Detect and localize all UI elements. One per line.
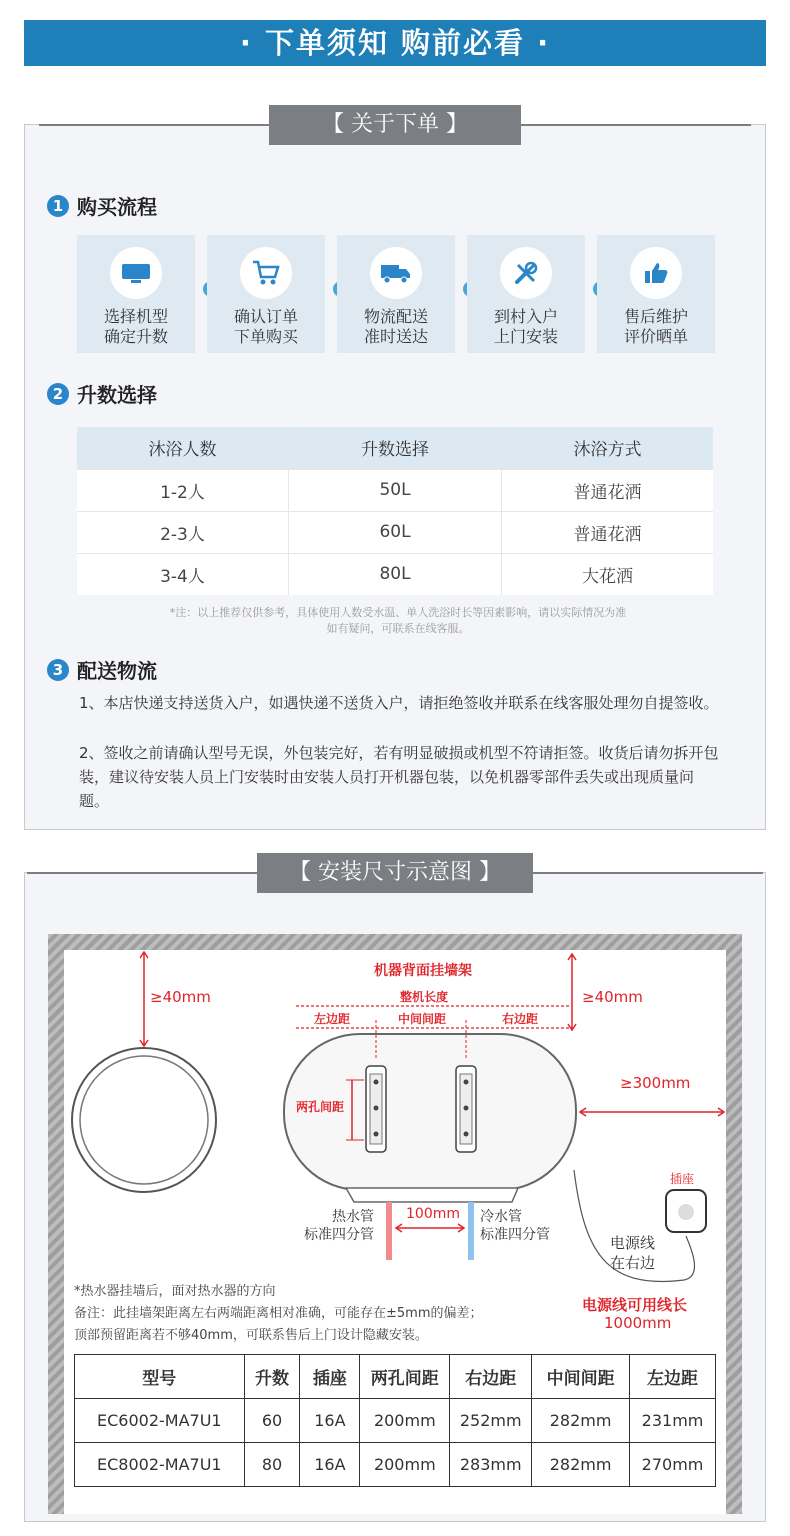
wall-hatch-top bbox=[48, 934, 742, 950]
label-right-clearance: ≥300mm bbox=[620, 1074, 691, 1092]
label-hot-pipe-spec: 标准四分管 bbox=[304, 1227, 374, 1243]
label-hole-distance: 两孔间距 bbox=[296, 1100, 345, 1114]
table-header: 两孔间距 bbox=[360, 1355, 450, 1399]
step-label-2: 下单购买 bbox=[233, 327, 298, 346]
truck-icon bbox=[370, 247, 422, 299]
table-cell: 252mm bbox=[450, 1399, 532, 1443]
table-header: 中间间距 bbox=[532, 1355, 630, 1399]
table-cell: 3-4人 bbox=[77, 553, 288, 595]
flow-step-after-sales bbox=[597, 235, 715, 353]
table-cell: 大花洒 bbox=[502, 553, 714, 595]
table-cell: 200mm bbox=[360, 1443, 450, 1487]
table-header: 沐浴人数 bbox=[77, 427, 288, 469]
step-label-1: 选择机型 bbox=[103, 307, 168, 326]
label-wall-bracket: 机器背面挂墙架 bbox=[374, 963, 472, 979]
model-spec-table bbox=[74, 1354, 716, 1487]
table-row bbox=[77, 553, 713, 595]
label-cord-length-value: 1000mm bbox=[604, 1314, 672, 1332]
table-cell: 270mm bbox=[630, 1443, 716, 1487]
table-cell: 60 bbox=[244, 1399, 300, 1443]
section-title: 升数选择 bbox=[77, 383, 157, 407]
table-cell: 16A bbox=[300, 1399, 360, 1443]
section-title: 购买流程 bbox=[77, 195, 157, 219]
label-cold-pipe-spec: 标准四分管 bbox=[480, 1227, 550, 1243]
section-number: 1 bbox=[47, 195, 69, 217]
page-banner: · 下单须知 购前必看 · bbox=[24, 20, 766, 66]
table-cell: 200mm bbox=[360, 1399, 450, 1443]
table-cell: EC8002-MA7U1 bbox=[75, 1443, 245, 1487]
order-info-panel bbox=[24, 112, 766, 830]
cart-icon bbox=[240, 247, 292, 299]
label-power-cord: 电源线 bbox=[610, 1234, 656, 1252]
section-number: 2 bbox=[47, 383, 69, 405]
table-header: 升数 bbox=[244, 1355, 300, 1399]
table-cell: 1-2人 bbox=[77, 469, 288, 511]
label-cold-pipe: 冷水管 bbox=[480, 1209, 522, 1225]
table-header: 左边距 bbox=[630, 1355, 716, 1399]
section-heading-purchase-flow bbox=[47, 191, 157, 220]
label-power-cord-side: 在右边 bbox=[610, 1254, 656, 1272]
wall-hatch-right bbox=[726, 934, 742, 1514]
table-row bbox=[77, 469, 713, 511]
table-cell: 普通花洒 bbox=[502, 469, 714, 511]
section-heading-capacity bbox=[47, 379, 157, 408]
note-line: 如有疑问，可联系在线客服。 bbox=[326, 622, 470, 635]
capacity-note bbox=[113, 605, 683, 637]
table-cell: 50L bbox=[288, 469, 501, 511]
table-cell: 80L bbox=[288, 553, 501, 595]
step-label-2: 确定升数 bbox=[103, 327, 168, 346]
delivery-paragraph-1: 1、本店快递支持送货入户，如遇快递不送货入户，请拒绝签收并联系在线客服处理勿自提签收。 bbox=[79, 694, 719, 712]
label-right-distance: 右边距 bbox=[502, 1012, 539, 1026]
flow-step-choose-model bbox=[77, 235, 195, 353]
diagram-note-3: 顶部预留距离若不够40mm，可联系售后上门设计隐藏安装。 bbox=[74, 1328, 428, 1343]
table-row bbox=[75, 1443, 716, 1487]
label-hot-pipe: 热水管 bbox=[332, 1209, 374, 1225]
table-header: 沐浴方式 bbox=[502, 427, 714, 469]
panel-title-order: 【 关于下单 】 bbox=[269, 105, 521, 145]
step-label-1: 确认订单 bbox=[233, 307, 298, 326]
table-cell: 282mm bbox=[532, 1443, 630, 1487]
label-pipe-gap: 100mm bbox=[406, 1206, 460, 1222]
section-title: 配送物流 bbox=[77, 659, 157, 683]
label-top-clearance-right: ≥40mm bbox=[582, 988, 643, 1006]
capacity-table bbox=[77, 427, 713, 595]
wall-hatch-left bbox=[48, 934, 64, 1514]
label-left-distance: 左边距 bbox=[314, 1012, 351, 1026]
label-cord-length: 电源线可用线长 bbox=[582, 1296, 688, 1314]
purchase-flow bbox=[77, 235, 717, 353]
table-header-row bbox=[75, 1355, 716, 1399]
table-header: 插座 bbox=[300, 1355, 360, 1399]
step-label-2: 评价晒单 bbox=[623, 327, 688, 346]
table-cell: 16A bbox=[300, 1443, 360, 1487]
table-cell: 283mm bbox=[450, 1443, 532, 1487]
table-header: 升数选择 bbox=[288, 427, 501, 469]
diagram-note-2: 备注：此挂墙架距离左右两端距离相对准确，可能存在±5mm的偏差； bbox=[74, 1306, 483, 1321]
label-top-clearance-left: ≥40mm bbox=[150, 988, 211, 1006]
table-cell: 2-3人 bbox=[77, 511, 288, 553]
step-label-2: 准时送达 bbox=[363, 327, 428, 346]
label-total-length: 整机长度 bbox=[400, 990, 449, 1004]
delivery-paragraph-2: 2、签收之前请确认型号无误，外包装完好，若有明显破损或机型不符请拒签。收货后请勿拆开包装，建议待安装人员上门安装时由安装人员打开机器包装，以免机器零部件丢失或出现质量问题。 bbox=[79, 744, 719, 810]
note-line: *注：以上推荐仅供参考，具体使用人数受水温、单人洗浴时长等因素影响，请以实际情况为准 bbox=[169, 606, 627, 619]
step-label-1: 售后维护 bbox=[623, 307, 688, 326]
table-header: 型号 bbox=[75, 1355, 245, 1399]
flow-step-confirm-order bbox=[207, 235, 325, 353]
table-cell: 普通花洒 bbox=[502, 511, 714, 553]
flow-step-installation bbox=[467, 235, 585, 353]
table-header: 右边距 bbox=[450, 1355, 532, 1399]
flow-step-delivery bbox=[337, 235, 455, 353]
label-middle-distance: 中间间距 bbox=[398, 1012, 447, 1026]
tv-icon bbox=[110, 247, 162, 299]
table-row bbox=[75, 1399, 716, 1443]
table-header-row bbox=[77, 427, 713, 469]
tools-icon bbox=[500, 247, 552, 299]
panel-title-installation: 【 安装尺寸示意图 】 bbox=[257, 853, 533, 893]
step-label-2: 上门安装 bbox=[493, 327, 558, 346]
step-label-1: 物流配送 bbox=[363, 307, 428, 326]
table-cell: 282mm bbox=[532, 1399, 630, 1443]
table-cell: EC6002-MA7U1 bbox=[75, 1399, 245, 1443]
thumbs-up-icon bbox=[630, 247, 682, 299]
table-cell: 231mm bbox=[630, 1399, 716, 1443]
table-cell: 60L bbox=[288, 511, 501, 553]
step-label-1: 到村入户 bbox=[493, 307, 558, 326]
section-number: 3 bbox=[47, 659, 69, 681]
section-heading-delivery bbox=[47, 655, 157, 684]
table-row bbox=[77, 511, 713, 553]
label-socket: 插座 bbox=[670, 1172, 695, 1186]
diagram-note-1: *热水器挂墙后，面对热水器的方向 bbox=[74, 1284, 276, 1299]
table-cell: 80 bbox=[244, 1443, 300, 1487]
